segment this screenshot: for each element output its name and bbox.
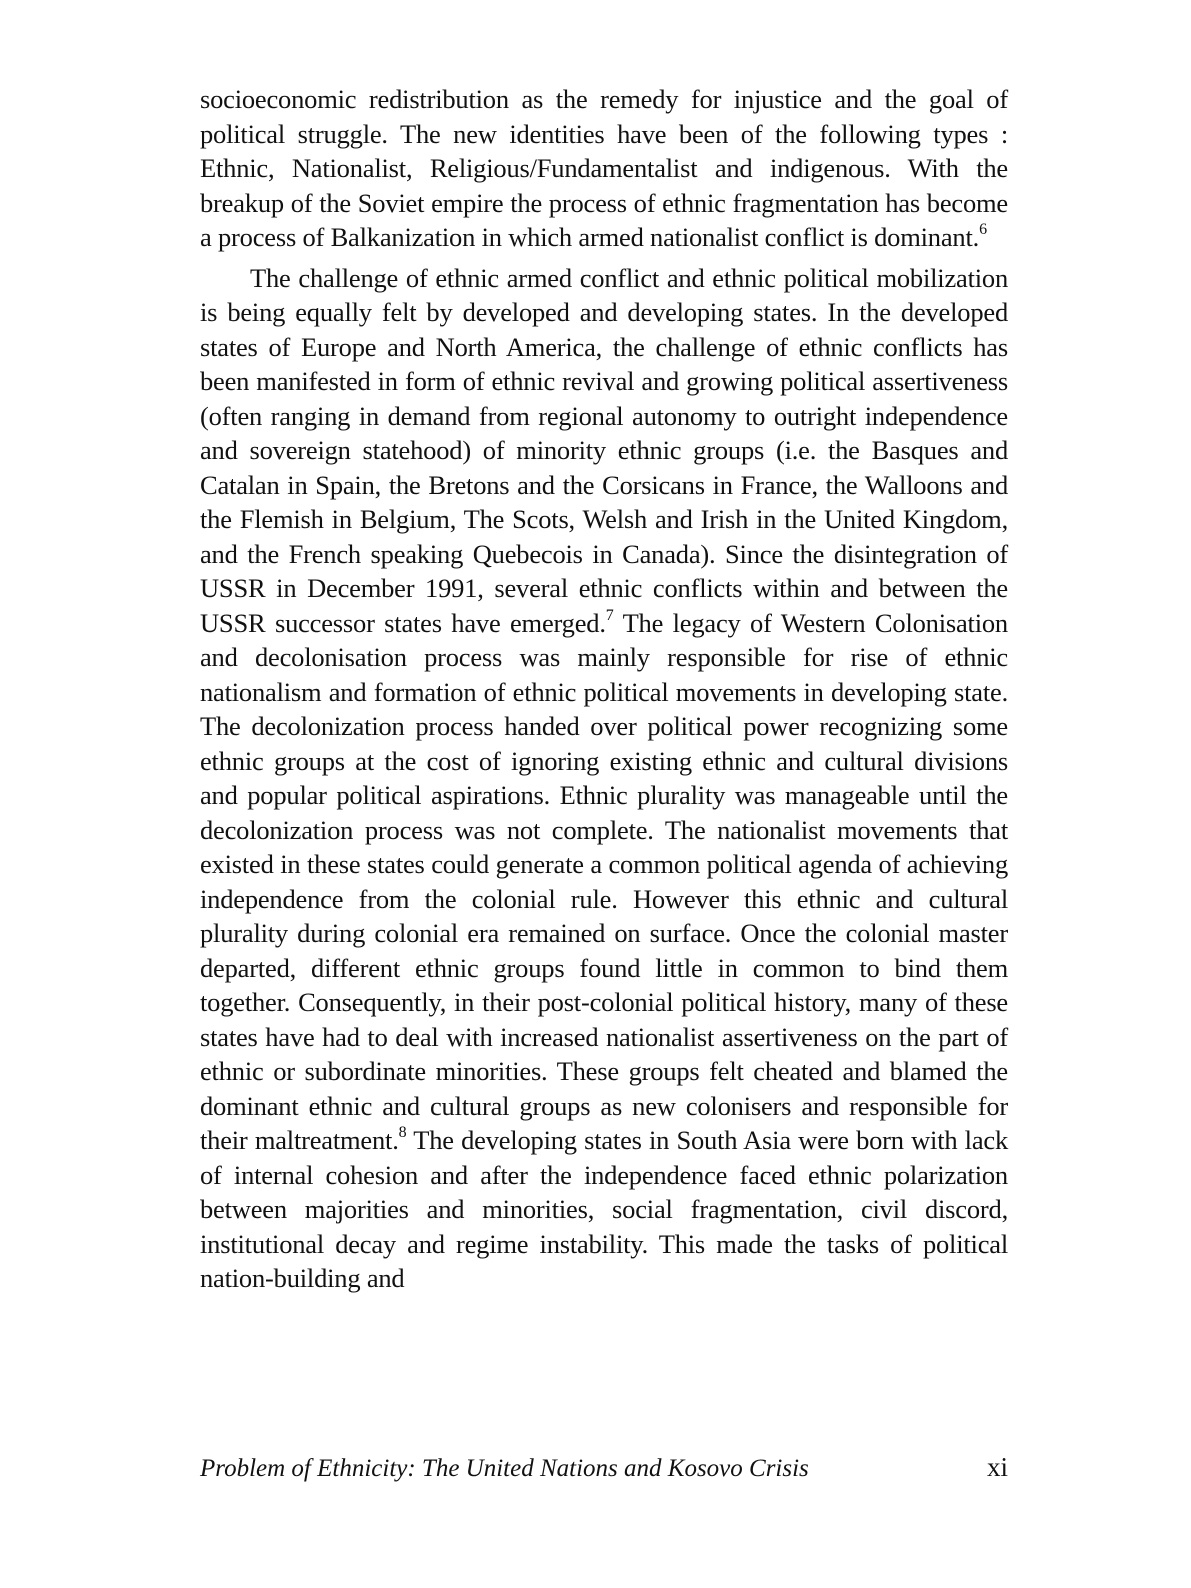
page-number: xi — [986, 1452, 1008, 1482]
paragraph-text: The challenge of ethnic armed conflict and ethnic political mobilization is being equally felt by developed and developing states. In the developed states of Europe and North America, the challenge of ethnic conflicts has been manifested in form of ethnic revival and growing political assertiveness (often ranging in demand from regional autonomy to outright independence and sovereign statehood) of minority ethnic groups (i.e. the Basques and Catalan in Spain, the Bretons and the Corsicans in France, the Walloons and the Flemish in Belgium, The Scots, Welsh and Irish in the United Kingdom, and the French speaking Quebecois in Canada). Since the disintegration of USSR in December 1991, several ethnic conflicts within and between the USSR successor states have emerged. — [200, 262, 1008, 638]
paragraph-text: The developing states in South Asia were born with lack of internal cohesion and after the independence faced ethnic polarization between majorities and minorities, social fragmentation, civil discord, institutional decay and regime instability. This made the tasks of political nation-building and — [200, 1125, 1008, 1293]
paragraph-1 — [200, 82, 1008, 255]
footnote-marker-6: 6 — [979, 221, 987, 239]
footnote-marker-8: 8 — [398, 1124, 407, 1142]
page-footer — [200, 1452, 1008, 1483]
page-body — [200, 82, 1008, 1296]
paragraph-text: socioeconomic redistribution as the remedy for injustice and the goal of political struggle. The new identities have been of the following types : Ethnic, Nationalist, Religious/Fundamentalist and indigenous. With the breakup of the Soviet empire the process of ethnic fragmentation has become a process of Balkanization in which armed nationalist conflict is dominant. — [200, 84, 1008, 252]
footnote-marker-7: 7 — [605, 606, 614, 624]
paragraph-text: The legacy of Western Colonisation and decolonisation process was mainly responsible for rise of ethnic nationalism and formation of ethnic political movements in developing state. The decolonization process handed over political power recognizing some ethnic groups at the cost of ignoring existing ethnic and cultural divisions and popular political aspirations. Ethnic plurality was manageable until the decolonization process was not complete. The nationalist movements that existed in these states could generate a common political agenda of achieving independence from the colonial rule. However this ethnic and cultural plurality during colonial era remained on surface. Once the colonial master departed, different ethnic groups found little in common to bind them together. Consequently, in their post-colonial political history, many of these states have had to deal with increased nationalist assertiveness on the part of ethnic or subordinate minorities. These groups felt cheated and blamed the dominant ethnic and cultural groups as new colonisers and responsible for their maltreatment. — [200, 607, 1008, 1155]
paragraph-2 — [200, 261, 1008, 1296]
running-title: Problem of Ethnicity: The United Nations and Kosovo Crisis — [200, 1455, 809, 1482]
